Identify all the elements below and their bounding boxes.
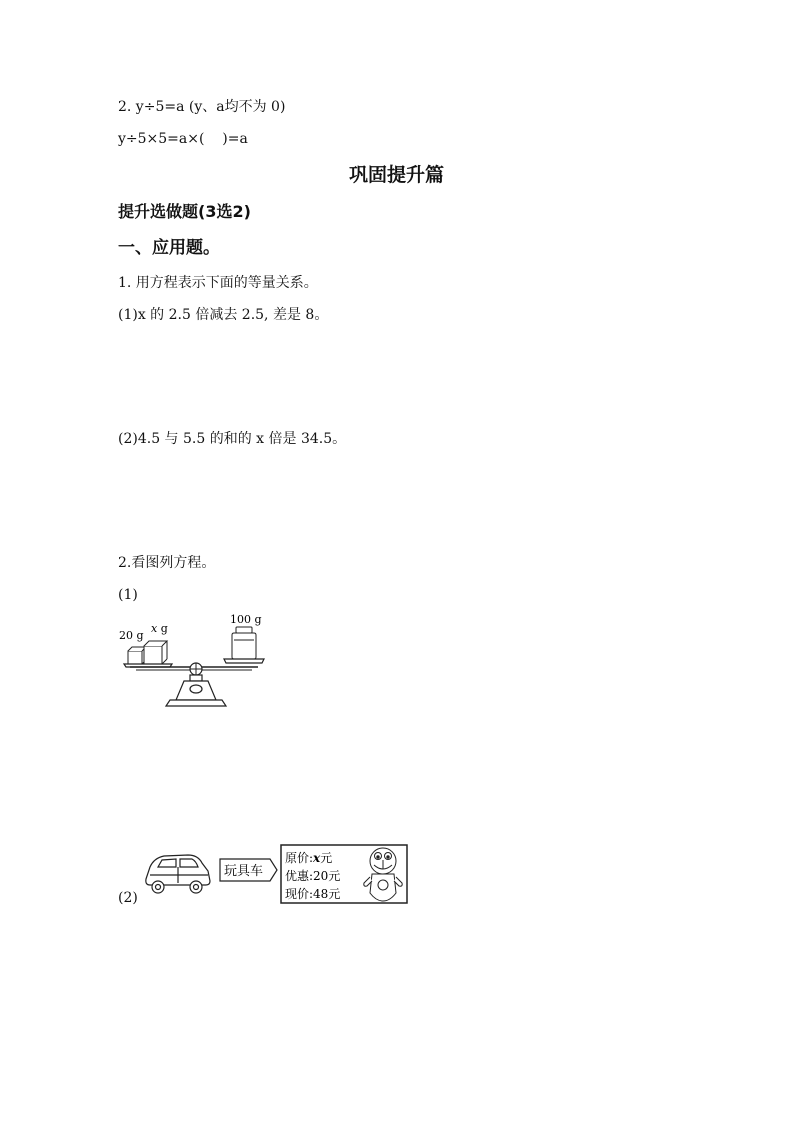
original-price: 原价:x元: [285, 851, 333, 865]
heading-applications: 一、应用题。: [118, 238, 220, 258]
x-weight-label: x g: [151, 622, 168, 635]
q2-part1-label: (1): [118, 587, 138, 603]
q1-part2: (2)4.5 与 5.5 的和的 x 倍是 34.5。: [118, 431, 347, 447]
price-box: [281, 845, 407, 903]
x-weight-block: [144, 641, 167, 664]
right-weight-label: 100 g: [230, 613, 262, 626]
q2-equation: 2. y÷5=a (y、a均不为 0): [118, 99, 286, 115]
jar-weight-100g: [232, 627, 256, 659]
toy-car-tag: [220, 859, 277, 881]
discount-price: 优惠:20元: [285, 869, 341, 883]
subheading: 提升选做题(3选2): [118, 202, 251, 221]
q2-stem: 2.看图列方程。: [118, 555, 216, 571]
scale-base: [166, 675, 226, 706]
balance-scale-drawing: [116, 610, 276, 710]
current-price: 现价:48元: [285, 887, 341, 901]
toy-car-icon: [146, 855, 210, 893]
section-title: 巩固提升篇: [348, 164, 444, 186]
toy-car-drawing: [140, 843, 408, 907]
balance-scale-figure: [116, 610, 276, 710]
tag-label: 玩具车: [224, 864, 264, 879]
q1-part1: (1)x 的 2.5 倍减去 2.5, 差是 8。: [118, 307, 329, 323]
toy-car-figure: [140, 843, 408, 907]
q1-stem: 1. 用方程表示下面的等量关系。: [118, 275, 318, 291]
small-weight-block: [128, 647, 146, 664]
q2-fill-blank: y÷5×5=a×( )=a: [118, 131, 248, 147]
q2-part2-label: (2): [118, 890, 138, 906]
left-weight-label: 20 g: [119, 629, 144, 642]
